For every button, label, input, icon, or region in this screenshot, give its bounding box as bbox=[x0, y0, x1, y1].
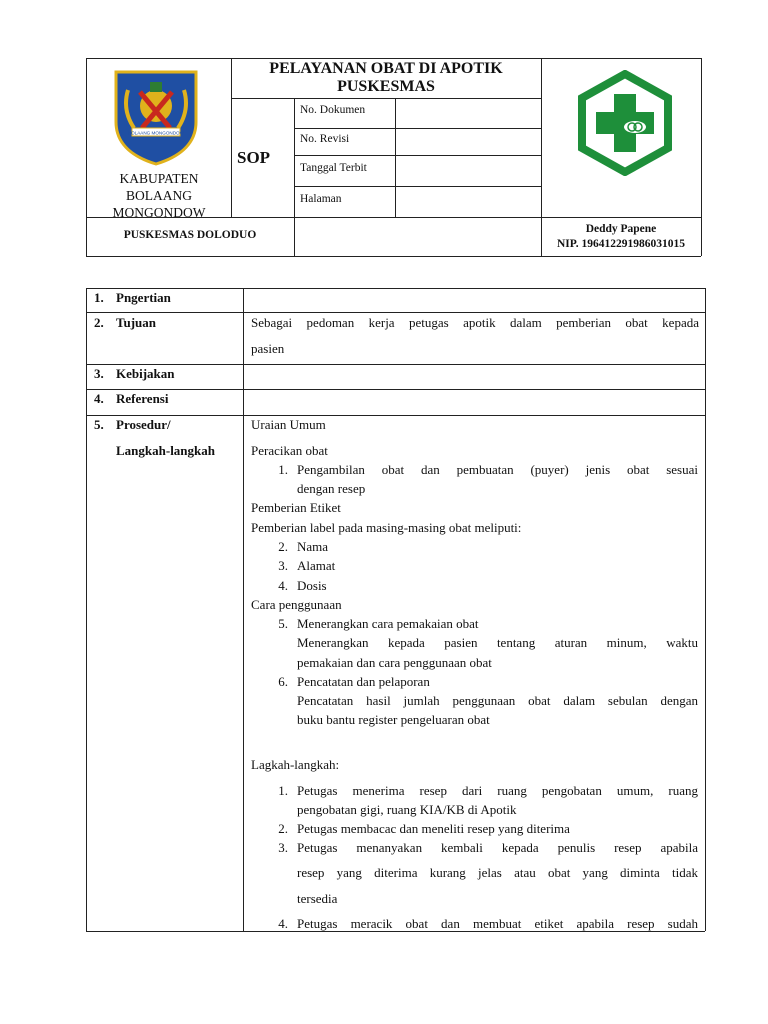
puskesmas-name: PUSKESMAS DOLODUO bbox=[123, 229, 257, 241]
item-1-number: 1. bbox=[278, 462, 288, 477]
item-1-line2: dengan resep bbox=[297, 481, 366, 496]
sop-label: SOP bbox=[237, 148, 271, 167]
section-num-prosedur: 5. bbox=[94, 417, 104, 432]
section-label-langkah: Langkah-langkah bbox=[116, 443, 215, 458]
item-4-number: 4. bbox=[278, 578, 288, 593]
region-line3: MONGONDOW bbox=[112, 205, 206, 220]
step-1-line1: Petugas menerima resep dari ruang pengobatan umum, ruang bbox=[297, 783, 698, 798]
section-num-pengertian: 1. bbox=[94, 290, 104, 305]
field-label-halaman: Halaman bbox=[300, 193, 342, 205]
etiket-heading: Pemberian Etiket bbox=[251, 500, 341, 515]
item-6-desc-line2: buku bantu register pengeluaran obat bbox=[297, 712, 490, 727]
signer-name: Deddy Papene bbox=[585, 223, 657, 235]
step-3-line1: Petugas menanyakan kembali kepada penulis resep apabila bbox=[297, 840, 698, 855]
signer-nip: NIP. 196412291986031015 bbox=[557, 238, 685, 250]
tujuan-text-line2: pasien bbox=[251, 341, 285, 356]
section-label-referensi: Referensi bbox=[116, 391, 169, 406]
field-label-tanggal-terbit: Tanggal Terbit bbox=[300, 162, 367, 174]
item-6-desc-line1: Pencatatan hasil jumlah penggunaan obat dalam sebulan dengan bbox=[297, 693, 698, 708]
item-5-number: 5. bbox=[278, 616, 288, 631]
region-line2: BOLAANG bbox=[126, 188, 192, 203]
item-5-text: Menerangkan cara pemakaian obat bbox=[297, 616, 479, 631]
item-2-text: Nama bbox=[297, 539, 329, 554]
field-label-no-revisi: No. Revisi bbox=[300, 133, 350, 145]
emblem-banner: BOLAANG MONGONDOW bbox=[128, 130, 184, 136]
section-num-tujuan: 2. bbox=[94, 315, 104, 330]
document-title-line2: PUSKESMAS bbox=[337, 78, 435, 95]
cara-penggunaan-heading: Cara penggunaan bbox=[251, 597, 342, 612]
item-4-text: Dosis bbox=[297, 578, 327, 593]
step-4-number: 4. bbox=[278, 916, 288, 931]
item-6-text: Pencatatan dan pelaporan bbox=[297, 674, 430, 689]
step-3-line3: tersedia bbox=[297, 891, 338, 906]
section-label-pengertian: Pngertian bbox=[116, 290, 171, 305]
puskesmas-logo bbox=[572, 70, 678, 176]
section-label-tujuan: Tujuan bbox=[116, 315, 156, 330]
section-num-kebijakan: 3. bbox=[94, 366, 104, 381]
item-5-desc-line1: Menerangkan kepada pasien tentang aturan minum, waktu bbox=[297, 635, 698, 650]
regency-emblem bbox=[112, 70, 200, 166]
step-3-line2: resep yang diterima kurang jelas atau obat yang diminta tidak bbox=[297, 865, 698, 880]
field-label-no-dokumen: No. Dokumen bbox=[300, 104, 366, 116]
section-label-kebijakan: Kebijakan bbox=[116, 366, 175, 381]
item-6-number: 6. bbox=[278, 674, 288, 689]
document-title-line1: PELAYANAN OBAT DI APOTIK bbox=[269, 60, 503, 77]
step-4-line1: Petugas meracik obat dan membuat etiket apabila resep sudah bbox=[297, 916, 698, 931]
step-1-line2: pengobatan gigi, ruang KIA/KB di Apotik bbox=[297, 802, 517, 817]
langkah-heading: Lagkah-langkah: bbox=[251, 757, 340, 772]
item-3-number: 3. bbox=[278, 558, 288, 573]
item-2-number: 2. bbox=[278, 539, 288, 554]
item-3-text: Alamat bbox=[297, 558, 336, 573]
item-1-line1: Pengambilan obat dan pembuatan (puyer) jenis obat sesuai bbox=[297, 462, 698, 477]
section-label-prosedur: Prosedur/ bbox=[116, 417, 171, 432]
step-2-number: 2. bbox=[278, 821, 288, 836]
item-5-desc-line2: pemakaian dan cara penggunaan obat bbox=[297, 655, 492, 670]
step-1-number: 1. bbox=[278, 783, 288, 798]
uraian-umum-heading: Uraian Umum bbox=[251, 417, 326, 432]
section-num-referensi: 4. bbox=[94, 391, 104, 406]
tujuan-text-line1: Sebagai pedoman kerja petugas apotik dalam pemberian obat kepada bbox=[251, 315, 699, 330]
region-line1: KABUPATEN bbox=[119, 171, 199, 186]
step-2-text: Petugas membacac dan meneliti resep yang diterima bbox=[297, 821, 570, 836]
etiket-description: Pemberian label pada masing-masing obat meliputi: bbox=[251, 520, 522, 535]
step-3-number: 3. bbox=[278, 840, 288, 855]
peracikan-heading: Peracikan obat bbox=[251, 443, 328, 458]
